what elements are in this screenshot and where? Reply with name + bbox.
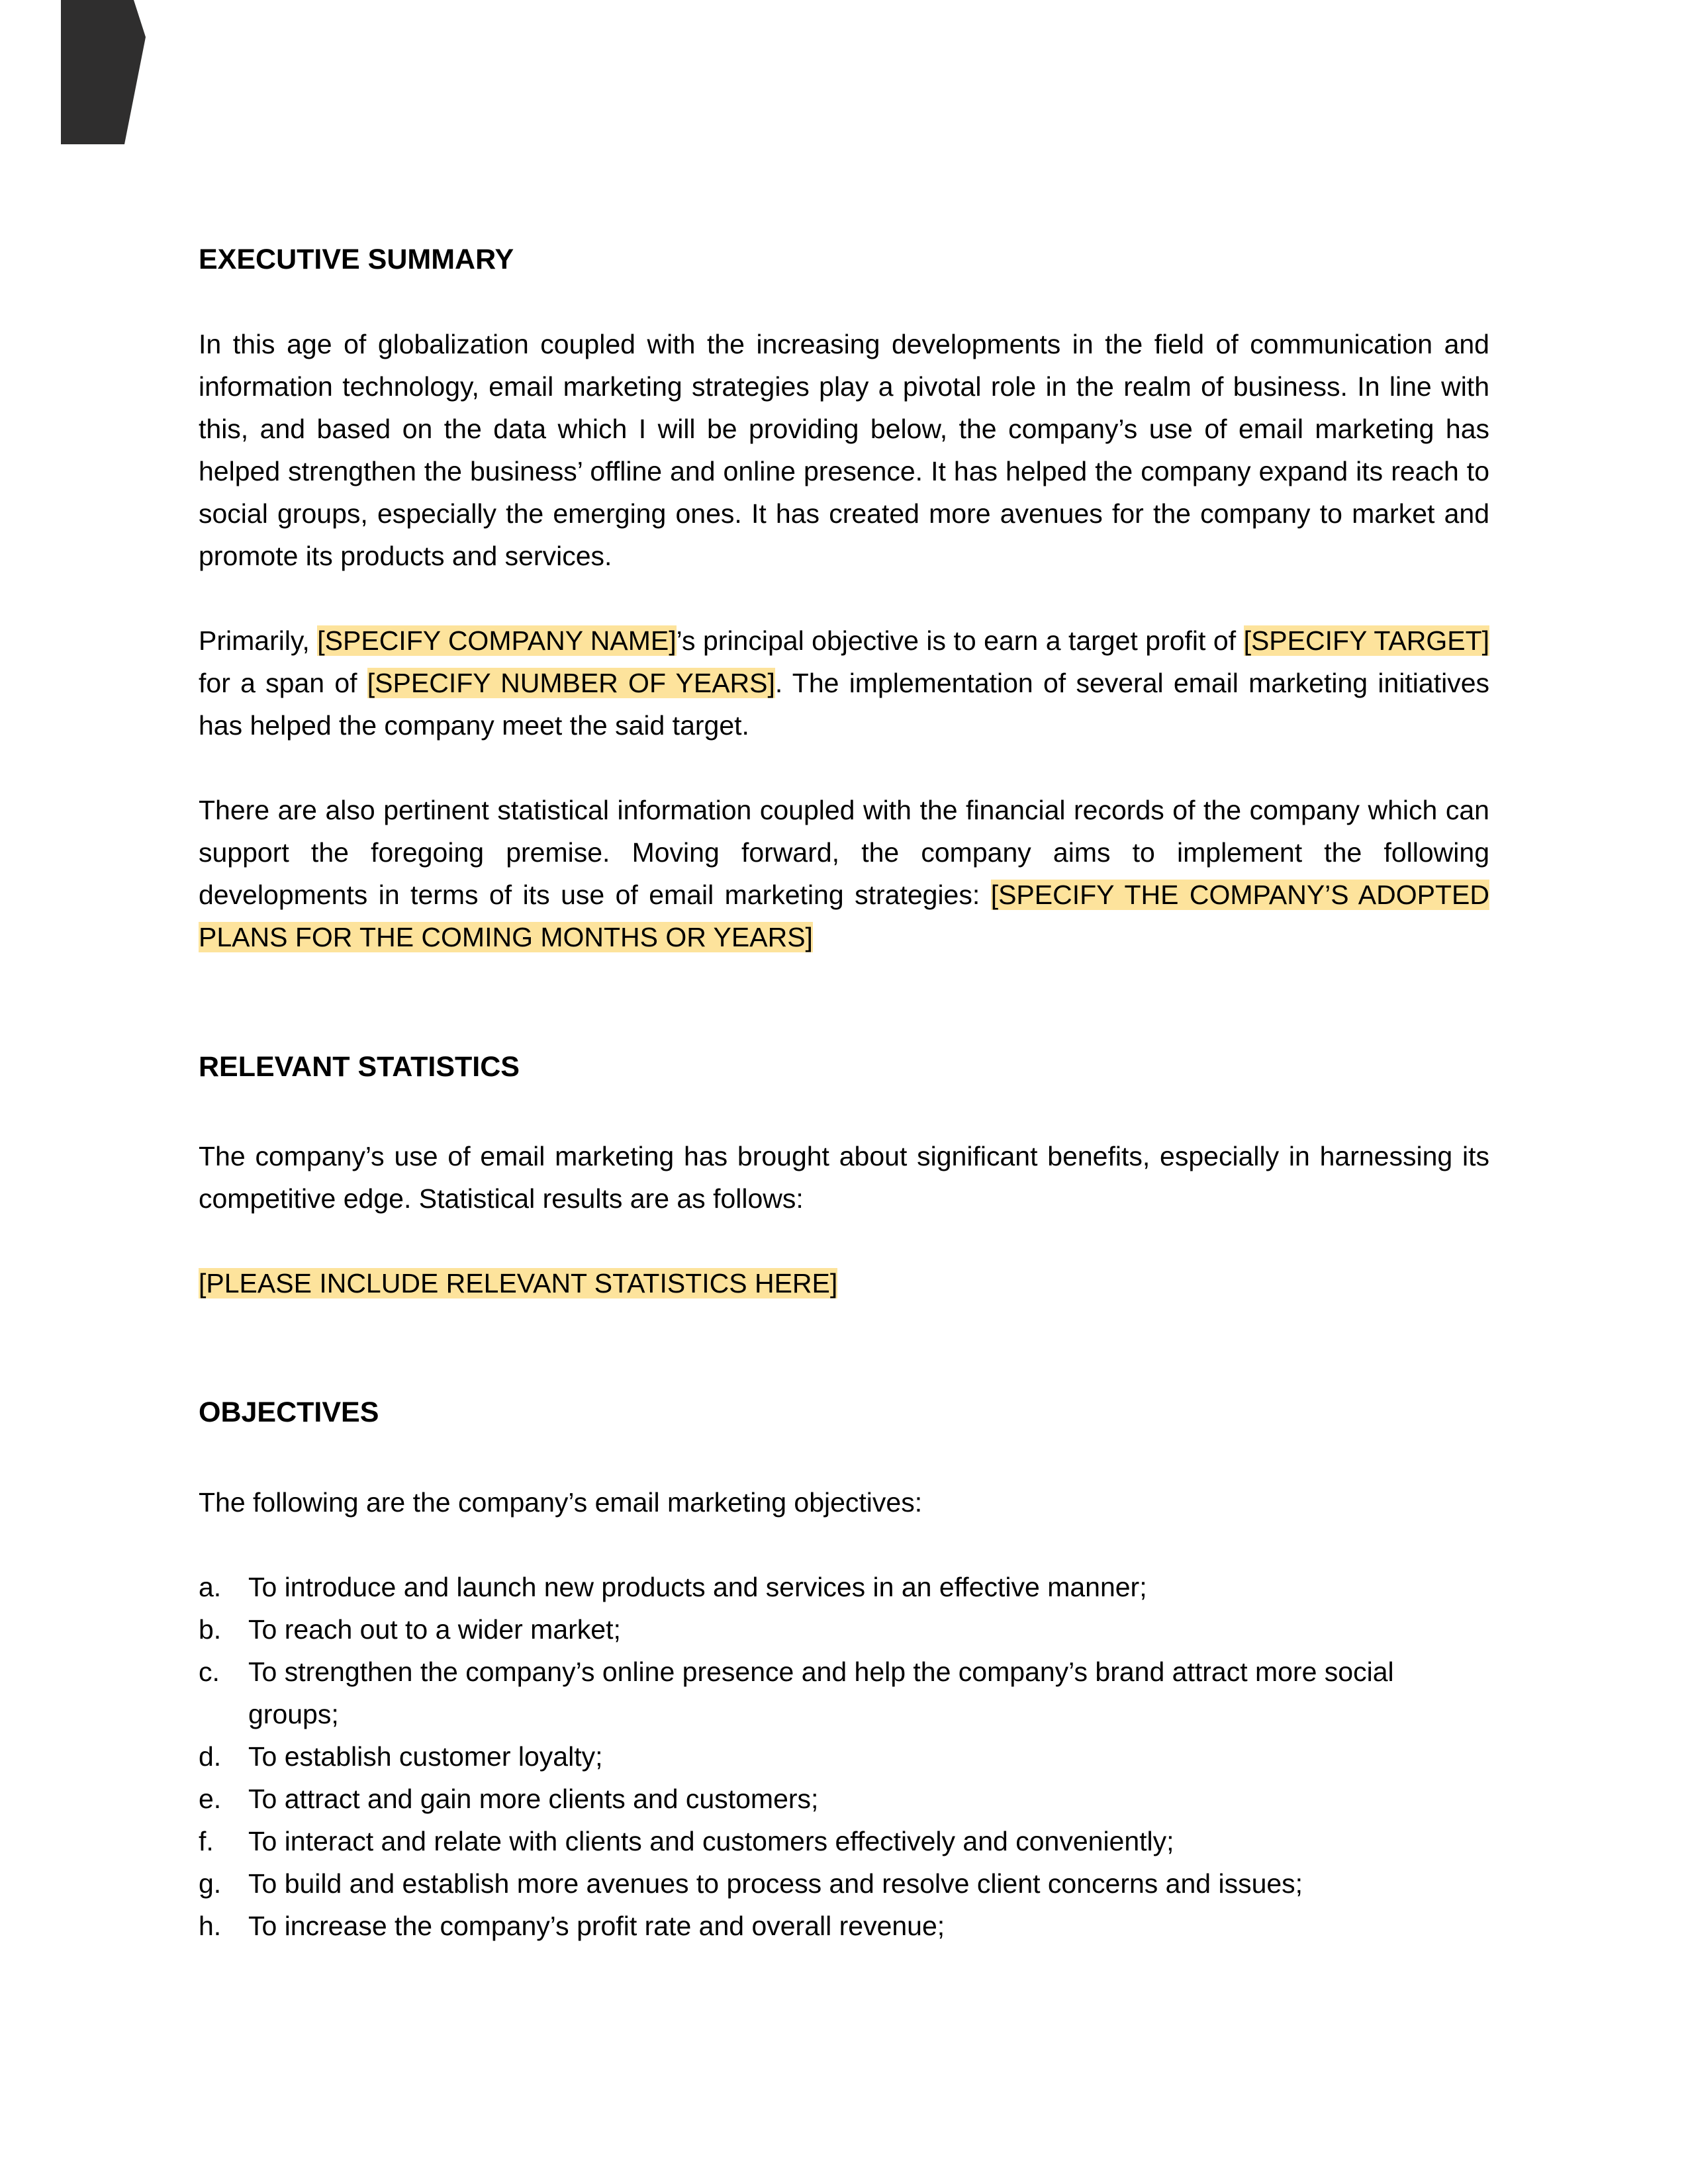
list-item: [199, 1566, 1489, 1608]
paragraph-text: for a span of: [199, 668, 367, 698]
list-item: [199, 1820, 1489, 1862]
corner-tab-decoration: [61, 0, 146, 144]
list-item-text: To increase the company’s profit rate and overall revenue;: [248, 1911, 945, 1941]
list-marker: b.: [199, 1614, 222, 1645]
statistics-placeholder: [PLEASE INCLUDE RELEVANT STATISTICS HERE]: [199, 1268, 838, 1298]
paragraph-text: ’s principal objective is to earn a target profit of: [676, 625, 1244, 656]
target-placeholder: [SPECIFY TARGET]: [1243, 625, 1490, 656]
list-item: [199, 1651, 1489, 1735]
list-marker: g.: [199, 1868, 222, 1899]
list-marker: c.: [199, 1657, 220, 1687]
list-item-text: To build and establish more avenues to process and resolve client concerns and issues;: [248, 1868, 1303, 1899]
list-item: [199, 1905, 1489, 1947]
paragraph-text: There are also pertinent statistical information coupled with the financial records of the company which can support the foregoing premise. Moving forward, the company aims to implement the following developments in terms of its use of email marketing strategies:: [199, 795, 1489, 910]
executive-summary-paragraph-1: In this age of globalization coupled with the increasing developments in the field of communication and information technology, email marketing strategies play a pivotal role in the realm of business. In line with this, and based on the data which I will be providing below, the company’s use of email marketing has helped strengthen the business’ offline and online presence. It has helped the company expand its reach to social groups, especially the emerging ones. It has created more avenues for the company to market and promote its products and services.: [199, 329, 1489, 571]
relevant-statistics-heading: RELEVANT STATISTICS: [199, 1051, 520, 1083]
list-item: [199, 1735, 1489, 1778]
paragraph-text: Primarily,: [199, 625, 318, 656]
list-item: [199, 1608, 1489, 1651]
list-item: [199, 1778, 1489, 1820]
list-marker: d.: [199, 1741, 222, 1772]
statistics-placeholder-line: [199, 1262, 1489, 1304]
list-item-text: To establish customer loyalty;: [248, 1741, 603, 1772]
executive-summary-paragraph-2: [199, 619, 1489, 747]
executive-summary-heading: EXECUTIVE SUMMARY: [199, 244, 514, 275]
objectives-intro: The following are the company’s email marketing objectives:: [199, 1487, 923, 1518]
list-marker: a.: [199, 1572, 222, 1602]
list-item-text: To introduce and launch new products and services in an effective manner;: [248, 1572, 1147, 1602]
list-marker: e.: [199, 1784, 222, 1814]
executive-summary-paragraph-3: [199, 789, 1489, 958]
adopted-plans-placeholder: [SPECIFY THE COMPANY’S ADOPTED PLANS FOR THE COMING MONTHS OR YEARS]: [199, 880, 1489, 952]
list-marker: h.: [199, 1911, 222, 1941]
list-item-text: To interact and relate with clients and customers effectively and conveniently;: [248, 1826, 1174, 1856]
number-of-years-placeholder: [SPECIFY NUMBER OF YEARS]: [367, 668, 775, 698]
paragraph-text: . The implementation of several email marketing initiatives has helped the company meet the said target.: [199, 668, 1489, 741]
list-item: [199, 1862, 1489, 1905]
objectives-heading: OBJECTIVES: [199, 1396, 379, 1428]
document-page: [199, 238, 1489, 1947]
company-name-placeholder: [SPECIFY COMPANY NAME]: [317, 625, 677, 656]
list-marker: f.: [199, 1826, 214, 1856]
relevant-statistics-paragraph: The company’s use of email marketing has brought about significant benefits, especially in harnessing its competitive edge. Statistical results are as follows:: [199, 1141, 1489, 1214]
objectives-list: [199, 1566, 1489, 1947]
list-item-text: To strengthen the company’s online presence and help the company’s brand attract more social groups;: [248, 1657, 1394, 1729]
list-item-text: To attract and gain more clients and customers;: [248, 1784, 819, 1814]
list-item-text: To reach out to a wider market;: [248, 1614, 621, 1645]
